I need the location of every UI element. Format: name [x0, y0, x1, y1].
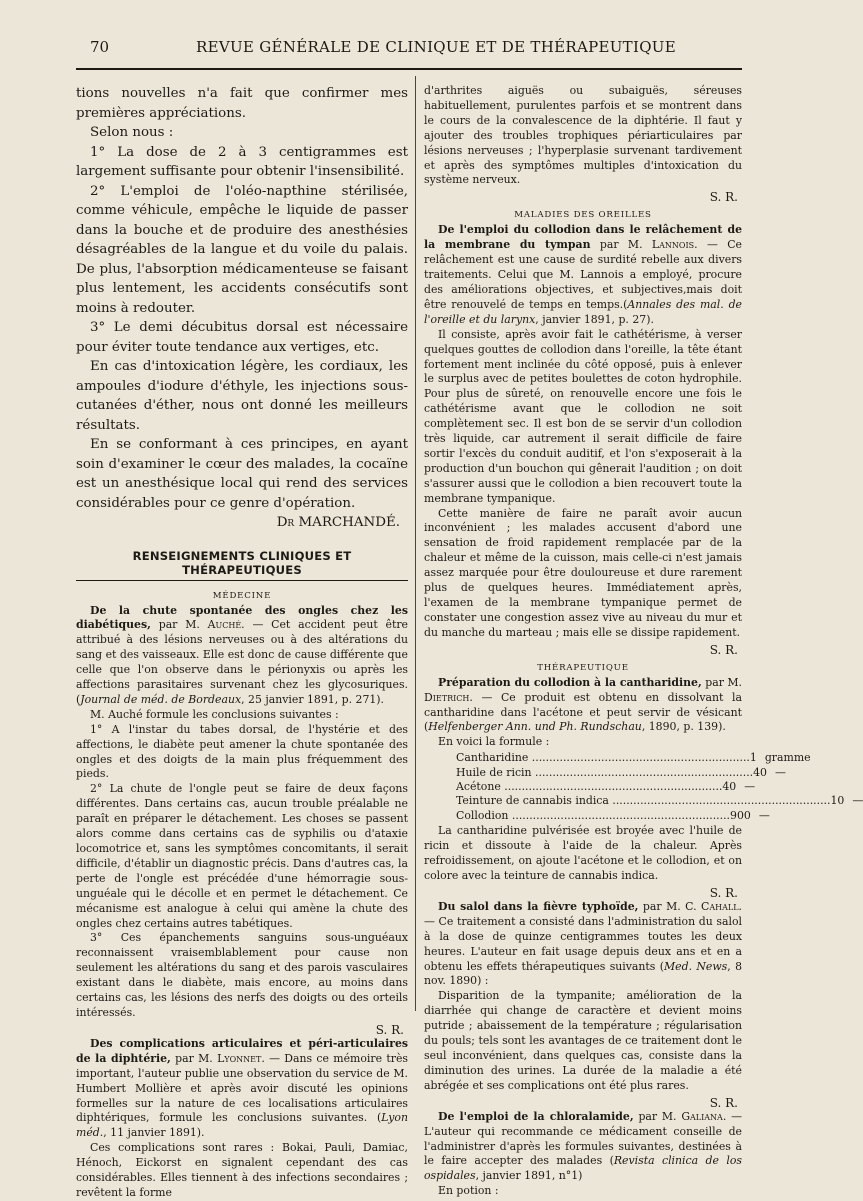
paragraph: Cette manière de faire ne paraît avoir aucun inconvénient ; les malades accusent d'abord une sensation de froid rapidement remplacée par de la chaleur et même de la cuisson, mais celle-ci n'est jamais assez marquée pour être douloureuse et dure rarement plus de quelques heures. Immédiatement après, l'examen de la membrane tympanique permet de constater une congestion assez vive au niveau du mur et du manche du marteau ; mais elle se dissipe rapidement.: [424, 506, 742, 639]
ingredient-quantity: 1: [749, 751, 757, 765]
paragraph: 2° L'emploi de l'oléo-napthine stérilisée, comme véhicule, empêche le liquide de passer dans la bouche et de produire des anesthésies désagréables de la langue et du voile du palais. De plus, l'absorption médicamenteuse se faisant plus lentement, les accidents consécutifs sont moins à redouter.: [76, 183, 408, 316]
article-source: Annales des mal. de l'oreille et du larynx: [424, 297, 742, 326]
ingredient-name: Collodion .....: [456, 809, 730, 823]
subsection-title: MÉDECINE: [212, 590, 272, 601]
ingredient-name: Teinture de cannabis indica .....: [456, 794, 830, 808]
ingredient-name: Huile de ricin .....: [456, 766, 753, 780]
paragraph: Ces complications sont rares : Bokai, Pauli, Damiac, Hénoch, Eickorst en signalent cependant des cas considérables. Elles tiennent à des infections secondaires ; revêtent la forme: [76, 1141, 408, 1199]
article-signature: S. R.: [709, 1095, 738, 1110]
article-title: De l'emploi de la chloralamide,: [438, 1109, 634, 1123]
paragraph: 3° Le demi décubitus dorsal est nécessaire pour éviter toute tendance aux vertiges, etc.: [76, 320, 408, 355]
article-source: Med. News: [664, 959, 728, 973]
article-title: De la chute spontanée des ongles chez les diabétiques,: [76, 603, 408, 632]
formula-row: [456, 751, 811, 765]
paragraph: En cas d'intoxication légère, les cordiaux, les ampoules d'iodure d'éthyle, les injections sous-cutanées d'éther, nous ont donné les meilleurs résultats.: [76, 359, 408, 433]
paragraph: d'arthrites aiguës ou subaiguës, séreuses habituellement, purulentes parfois et se montrent dans le cours de la convalescence de la diphtérie. Il faut y ajouter des troubles trophiques périarticulaires par lésions nerveuses ; l'hyperplasie survenant tardivement et après des symptômes multiples d'intoxication du système nerveux.: [424, 84, 742, 187]
left-column: [76, 84, 408, 1201]
formula-row: [456, 780, 756, 794]
article-author: Lyonnet: [217, 1051, 262, 1065]
article-paragraph: Du salol dans la fièvre typhoïde, par M. C. Cahall. — Ce traitement a consisté dans l'administration du salol à la dose de quinze centigrammes toutes les deux heures. L'auteur en fait usage depuis deux ans et en a obtenu les effets thérapeutiques suivants (Med. News, 8 nov. 1890) :: [424, 899, 742, 988]
subsection-title: THÉRAPEUTIQUE: [537, 662, 629, 673]
article-signature: S. R.: [375, 1022, 404, 1037]
paragraph: La cantharidine pulvérisée est broyée avec l'huile de ricin et dissoute à l'aide de la chaleur. Après refroidissement, on ajoute l'acétone et le collodion, et on colore avec la teinture de cannabis indica.: [424, 824, 742, 882]
column-separator: [415, 76, 416, 1011]
ingredient-quantity: 900: [730, 808, 751, 822]
ingredient-name: Cantharidine .....: [456, 751, 750, 765]
article-paragraph: De la chute spontanée des ongles chez les diabétiques, par M. Auché. — Cet accident peut être attribué à des lésions nerveuses ou à des altérations du sang et des vaisseaux. Elle est donc de cause différente que celle que l'on observe dans le périonyxis ou après les affections parasitaires survenant chez les glycosuriques. (Journal de méd. de Bordeaux, 25 janvier 1891, p. 271).: [76, 603, 408, 706]
header-rule: [76, 68, 742, 70]
formula-row: [456, 794, 863, 808]
paragraph: En potion :: [438, 1184, 499, 1198]
article-signature: S. R.: [709, 642, 738, 657]
ingredient-unit: —: [852, 794, 863, 808]
ingredient-unit: —: [744, 780, 756, 794]
ingredient-quantity: 10: [830, 794, 845, 808]
ingredient-unit: gramme: [764, 751, 811, 765]
paragraph: En voici la formule :: [438, 735, 550, 749]
formula-row: [456, 808, 770, 823]
article-author: Galiana: [681, 1109, 723, 1123]
paragraph: Il consiste, après avoir fait le cathétérisme, à verser quelques gouttes de collodion dans l'oreille, la tête étant fortement ment inclinée du côté opposé, puis à enlever le surplus avec de petites boulettes de coton hydrophile. Pour plus de sûreté, on renouvelle encore une fois le cathétérisme avant que le collodion ne soit complètement sec. Il est bon de se servir d'un collodion très liquide, car autrement il serait difficile de faire sortir l'excès du conduit auditif, et l'on s'exposerait à la production d'un bouchon qui gênerait l'audition ; on doit s'assurer aussi que le collodion a bien recouvert toute la membrane tympanique.: [424, 327, 742, 505]
article-source: Revista clinica de los ospidales: [424, 1154, 742, 1183]
formula-table: [456, 751, 863, 823]
article-paragraph: De l'emploi de la chloralamide, par M. Galiana. — L'auteur qui recommande ce médicament conseille de l'administrer d'après les formules suivantes, destinées à le faire accepter des malades (Revista clinica de los ospidales, janvier 1891, n°1): [424, 1109, 742, 1183]
ingredient-quantity: 40: [753, 765, 767, 779]
article-author: Lannois: [651, 238, 695, 252]
paragraph: 2° La chute de l'ongle peut se faire de deux façons différentes. Dans certains cas, aucun trouble préalable ne paraît en préparer le détachement. Les choses se passent alors comme dans certains cas de syphilis ou d'ataxie locomotrice et, sans les symptômes concomitants, il serait difficile, d'établir un diagnostic précis. Dans d'autres cas, la perte de l'ongle est précédée d'une hémorragie sous-unguéale qui le décolle et en permet le détachement. Ce mécanisme est analogue à celui qui amène la chute des ongles chez certains autres tabétiques.: [76, 782, 408, 930]
paragraph: 3° Ces épanchements sanguins sous-unguéaux reconnaissent vraisemblablement pour cause non seulement les altérations du sang et des parois vasculaires existant dans le diabète, mais encore, au moins dans certains cas, les lésions des nerfs des doigts ou des orteils intéressés.: [76, 931, 408, 1019]
article-paragraph: De l'emploi du collodion dans le relâchement de la membrane du tympan par M. Lannois. — Ce relâchement est une cause de surdité rebelle aux divers traitements. Celui que M. Lannois a employé, procure des améliorations objectives, et subjectives,mais doit être renouvelé de temps en temps.(Annales des mal. de l'oreille et du larynx, janvier 1891, p. 27).: [424, 223, 743, 326]
paragraph: M. Auché formule les conclusions suivantes :: [90, 707, 339, 721]
ingredient-unit: —: [758, 808, 770, 822]
author-signature: Dr MARCHANDÉ.: [276, 515, 400, 530]
article-paragraph: Des complications articulaires et péri-articulaires de la diphtérie, par M. Lyonnet. — Dans ce mémoire très important, l'auteur publie une observation du service de M. Humbert Mollière et après avoir discuté les opinions formelles sur la nature de ces localisations articulaires diphtériques, formule les conclusions suivantes. (Lyon méd., 11 janvier 1891).: [76, 1036, 408, 1140]
article-source: Helfenberger Ann. und Ph. Rundschau: [428, 720, 642, 734]
article-paragraph: Préparation du collodion à la cantharidine, par M. Dietrich. — Ce produit est obtenu en dissolvant la cantharidine dans l'acétone et peut servir de vésicant (Helfenberger Ann. und Ph. Rundschau, 1890, p. 139).: [424, 675, 742, 734]
article-signature: S. R.: [709, 190, 738, 205]
ingredient-name: Acétone .....: [456, 780, 722, 794]
paragraph: 1° La dose de 2 à 3 centigrammes est largement suffisante pour obtenir l'insensibilité.: [76, 144, 408, 179]
article-author: Cahall: [701, 899, 739, 913]
running-title: REVUE GÉNÉRALE DE CLINIQUE ET DE THÉRAPEUTIQUE: [196, 38, 676, 56]
right-column: [424, 84, 863, 1199]
article-author: Auché: [207, 618, 242, 632]
ingredient-quantity: 40: [722, 780, 737, 794]
paragraph: tions nouvelles n'a fait que confirmer mes premières appréciations.: [76, 86, 408, 121]
article-source: Lyon méd.: [76, 1111, 408, 1140]
paragraph: En se conformant à ces principes, en ayant soin d'examiner le cœur des malades, la cocaïne est un anesthésique local qui rend des services considérables pour ce genre d'opération.: [76, 437, 408, 511]
page-number: 70: [90, 38, 110, 56]
paragraph: Disparition de la tympanite; amélioration de la diarrhée qui change de caractère et devient moins putride ; abaissement de la température ; régularisation du pouls; tels sont les avantages de ce traitement dont le seul inconvénient, dans quelques cas, consiste dans la diminution des urines. La durée de la maladie a été abrégée et ses complications ont été plus rares.: [424, 989, 742, 1092]
article-title: De l'emploi du collodion dans le relâchement de la membrane du tympan: [424, 223, 742, 252]
article-signature: S. R.: [709, 885, 738, 900]
article-title: Des complications articulaires et péri-articulaires de la diphtérie,: [76, 1036, 408, 1065]
ingredient-unit: —: [774, 765, 786, 779]
subsection-title: MALADIES DES OREILLES: [514, 210, 652, 221]
article-source: Journal de méd. de Bordeaux: [80, 692, 242, 706]
formula-row: [456, 765, 786, 780]
article-title: Du salol dans la fièvre typhoïde,: [438, 899, 639, 913]
paragraph: 1° A l'instar du tabes dorsal, de l'hystérie et des affections, le diabète peut amener la chute spontanée des ongles et des doigts de la main plus fréquemment des pieds.: [76, 722, 408, 781]
article-author: Dietrich: [424, 690, 470, 704]
paragraph: Selon nous :: [90, 125, 174, 140]
section-title: RENSEIGNEMENTS CLINIQUES ET THÉRAPEUTIQUES: [76, 549, 408, 581]
article-title: Préparation du collodion à la cantharidine,: [438, 675, 702, 689]
